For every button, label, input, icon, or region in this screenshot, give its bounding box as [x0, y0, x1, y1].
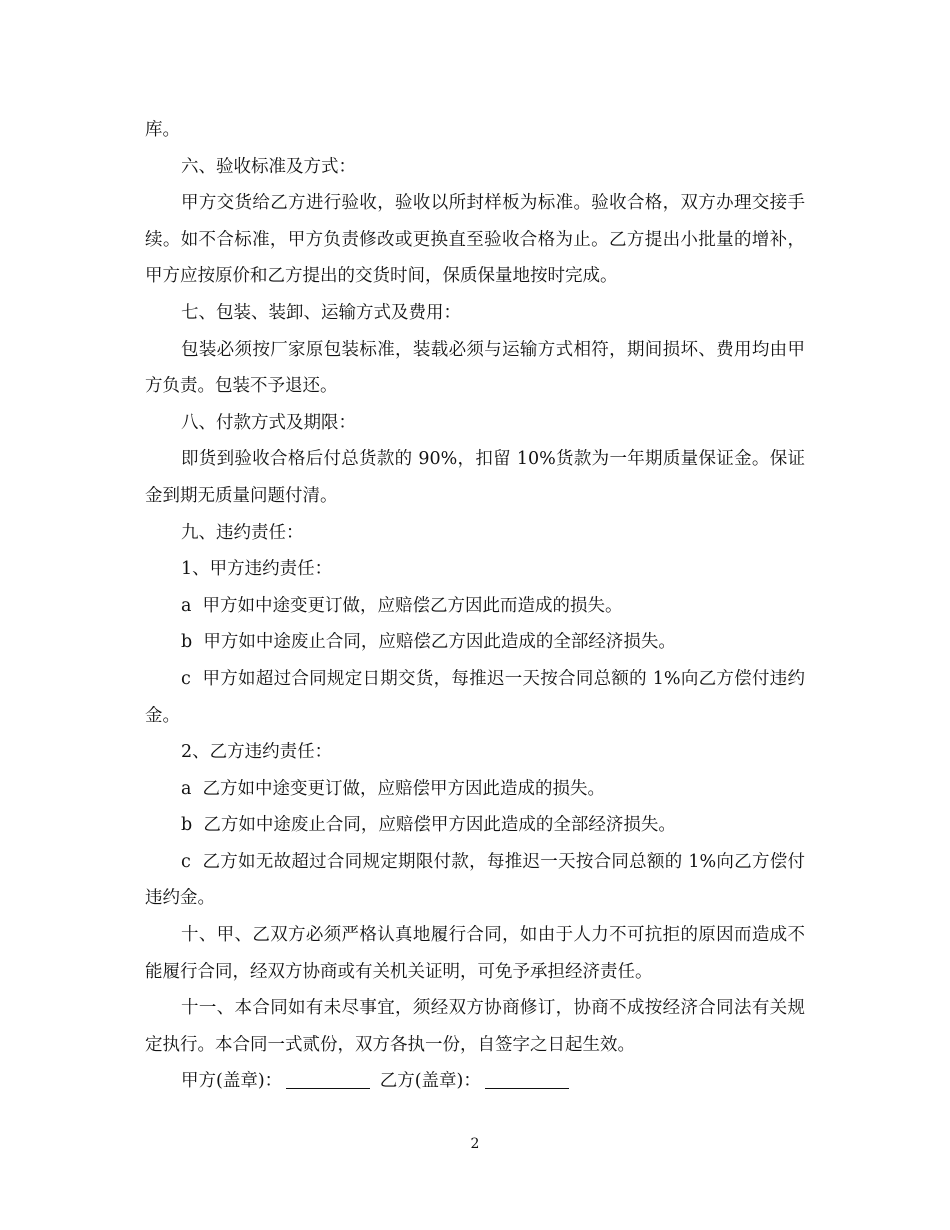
paragraph-final-provisions: 十一、本合同如有未尽事宜，须经双方协商修订，协商不成按经济合同法有关规定执行。本合同一式贰份，双方各执一份，自签字之日起生效。 [145, 998, 805, 1055]
paragraph-packaging: 包装必须按厂家原包装标准，装载必须与运输方式相符，期间损坏、费用均由甲方负责。包装不予退还。 [145, 339, 805, 397]
list-item-b-cancel: b 乙方如中途废止合同，应赔偿甲方因此造成的全部经济损失。 [181, 815, 676, 836]
list-item-a-change: a 甲方如中途变更订做，应赔偿乙方因此而造成的损失。 [181, 595, 623, 616]
section-heading-payment: 八、付款方式及期限： [181, 412, 356, 433]
section-heading-acceptance: 六、验收标准及方式： [181, 156, 356, 177]
party-a-seal-blank [286, 1070, 370, 1089]
subheading-party-a-liability: 1、甲方违约责任： [181, 559, 333, 580]
party-a-seal-label: 甲方(盖章)： [181, 1071, 283, 1092]
list-item-a-delay: c 甲方如超过合同规定日期交货，每推迟一天按合同总额的 1%向乙方偿付违约金。 [145, 668, 805, 726]
signature-line [145, 1063, 805, 1100]
paragraph-payment: 即货到验收合格后付总货款的 90%，扣留 10%货款为一年期质量保证金。保证金到期无质量问题付清。 [145, 449, 805, 506]
section-heading-packaging: 七、包装、装卸、运输方式及费用： [181, 302, 461, 323]
list-item-b-change: a 乙方如中途变更订做，应赔偿甲方因此造成的损失。 [181, 778, 606, 799]
section-heading-liability: 九、违约责任： [181, 522, 304, 543]
paragraph-acceptance: 甲方交货给乙方进行验收，验收以所封样板为标准。验收合格，双方办理交接手续。如不合标准，甲方负责修改或更换直至验收合格为止。乙方提出小批量的增补，甲方应按原价和乙方提出的交货时间，保质保量地按时完成。 [145, 193, 805, 287]
party-b-seal-blank [485, 1070, 569, 1089]
paragraph-force-majeure: 十、甲、乙双方必须严格认真地履行合同，如由于人力不可抗拒的原因而造成不能履行合同，经双方协商或有关机关证明，可免予承担经济责任。 [145, 925, 805, 982]
list-item-a-cancel: b 甲方如中途废止合同，应赔偿乙方因此造成的全部经济损失。 [181, 632, 676, 653]
document-body [145, 112, 805, 1100]
page-number: 2 [470, 1136, 480, 1152]
subheading-party-b-liability: 2、乙方违约责任： [181, 742, 333, 763]
party-b-seal-label: 乙方(盖章)： [379, 1071, 481, 1092]
list-item-b-delay: c 乙方如无故超过合同规定期限付款，每推迟一天按合同总额的 1%向乙方偿付违约金。 [145, 851, 805, 909]
paragraph-continuation: 库。 [145, 120, 180, 140]
